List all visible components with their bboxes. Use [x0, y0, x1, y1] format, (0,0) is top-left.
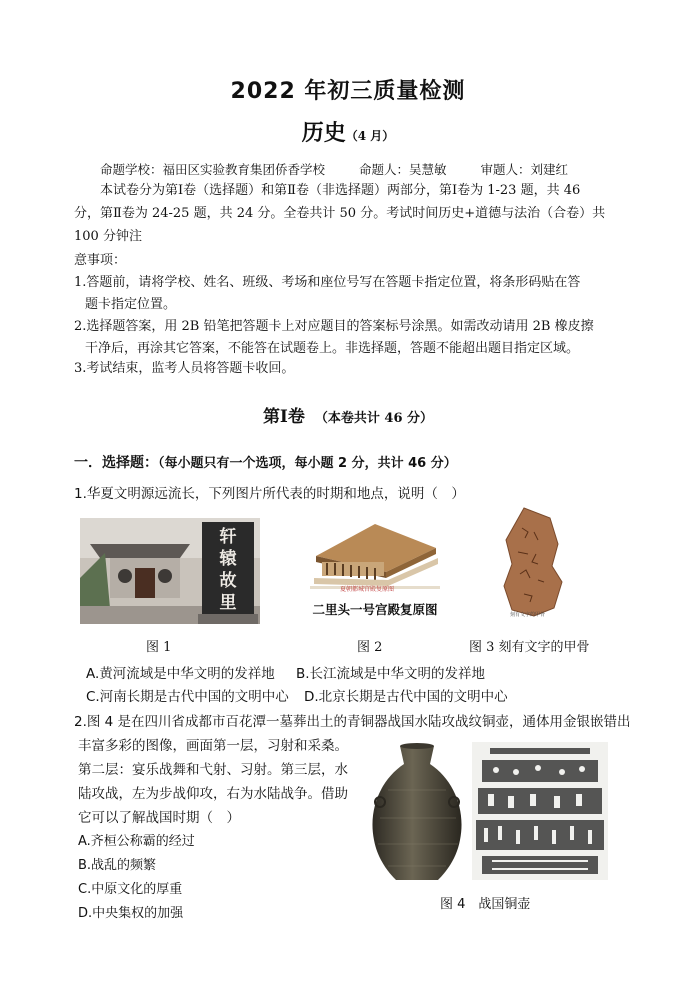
exam-title: 2022 年初三质量检测 — [230, 79, 466, 104]
intro-line-3: 100 分钟注 — [74, 229, 142, 244]
section-title: 第Ⅰ卷 — [262, 407, 305, 427]
figure-2-inset-text: 夏朝都城宫殿复原图 — [340, 586, 395, 593]
q2-line-4: 陆攻战，左为步战仰攻，右为水陆战争。借助 — [78, 786, 348, 802]
q1-option-c: C.河南长期是古代中国的文明中心 — [86, 689, 289, 705]
intro-line-2: 分，第Ⅱ卷为 24-25 题，共 24 分。全卷共计 50 分。考试时间历史+道德与法治（合卷）共 — [74, 206, 606, 221]
section-note: （本卷共计 46 分） — [314, 411, 434, 426]
q1-option-d: D.北京长期是古代中国的文明中心 — [304, 689, 508, 705]
setter-text: 命题人：吴慧敏 — [359, 162, 447, 177]
notice-item-1a: 1.答题前，请将学校、姓名、班级、考场和座位号写在答题卡指定位置，将条形码贴在答 — [74, 275, 581, 290]
q2-line-5: 它可以了解战国时期（ ） — [78, 810, 240, 826]
subject-month: （4 月） — [345, 129, 395, 143]
figure-1-caption: 图 1 — [146, 640, 172, 655]
school-text: 命题学校：福田区实验教育集团侨香学校 — [100, 162, 326, 177]
q1-option-a: A.黄河流域是中华文明的发祥地 — [86, 666, 275, 682]
q1-option-b: B.长江流域是中华文明的发祥地 — [296, 666, 486, 682]
q2-line-1: 2.图 4 是在四川省成都市百花潭一墓葬出土的青铜器战国水陆攻战纹铜壶，通体用金银嵌错出 — [74, 714, 631, 730]
notice-item-1b: 题卡指定位置。 — [85, 297, 177, 312]
q2-option-c: C.中原文化的厚重 — [78, 882, 183, 897]
intro-line-1: 本试卷分为第Ⅰ卷（选择题）和第Ⅱ卷（非选择题）两部分，第Ⅰ卷为 1-23 题，共 46 — [100, 183, 581, 198]
q2-option-a: A.齐桓公称霸的经过 — [78, 834, 195, 849]
notice-item-3: 3.考试结束，监考人员将答题卡收回。 — [74, 361, 295, 376]
q1-stem: 1.华夏文明源远流长，下列图片所代表的时期和地点，说明（ ） — [74, 486, 465, 502]
figure-3-inset-text: 刻有文字的甲骨 — [510, 612, 546, 618]
section-heading — [0, 402, 696, 427]
figure-2-banner: 二里头一号宫殿复原图 — [312, 602, 438, 617]
figure-3-caption: 图 3 刻有文字的甲骨 — [469, 640, 590, 655]
part-label: 一．选择题： — [74, 455, 158, 471]
figure-2-image — [306, 518, 444, 624]
q2-option-d: D.中央集权的加强 — [78, 906, 184, 921]
figure-3-image — [494, 504, 572, 622]
figure-2-caption: 图 2 — [357, 640, 383, 655]
part-note: （每小题只有一个选项，每小题 2 分，共计 46 分） — [158, 456, 457, 471]
notice-heading: 意事项： — [74, 253, 127, 268]
q2-option-b: B.战乱的频繁 — [78, 858, 157, 873]
figure-1-sign-text: 轩辕故里 — [219, 527, 237, 613]
subject-name: 历史 — [301, 120, 346, 146]
figure-4-rubbing-illustration — [472, 742, 608, 880]
figure-4-caption: 图 4 战国铜壶 — [440, 897, 531, 912]
figure-4-vessel-image — [366, 740, 468, 886]
part-heading — [74, 452, 457, 472]
notice-item-2b: 干净后，再涂其它答案，不能答在试题卷上。非选择题，答题不能超出题目指定区域。 — [85, 341, 580, 356]
figure-4-rubbing-image — [472, 742, 608, 880]
subject-title — [0, 116, 696, 147]
notice-item-2a: 2.选择题答案，用 2B 铅笔把答题卡上对应题目的答案标号涂黑。如需改动请用 2B 橡皮擦 — [74, 319, 594, 334]
reviewer-text: 审题人：刘建红 — [480, 162, 569, 177]
q2-line-3: 第二层：宴乐战舞和弋射、习射。第三层，水 — [78, 762, 348, 778]
q2-line-2: 丰富多彩的图像，画面第一层，习射和采桑。 — [78, 738, 348, 754]
figure-4-vessel-illustration — [366, 740, 468, 886]
figure-1-image — [80, 518, 260, 624]
authors-line — [100, 160, 598, 178]
figure-3-illustration — [494, 504, 572, 622]
